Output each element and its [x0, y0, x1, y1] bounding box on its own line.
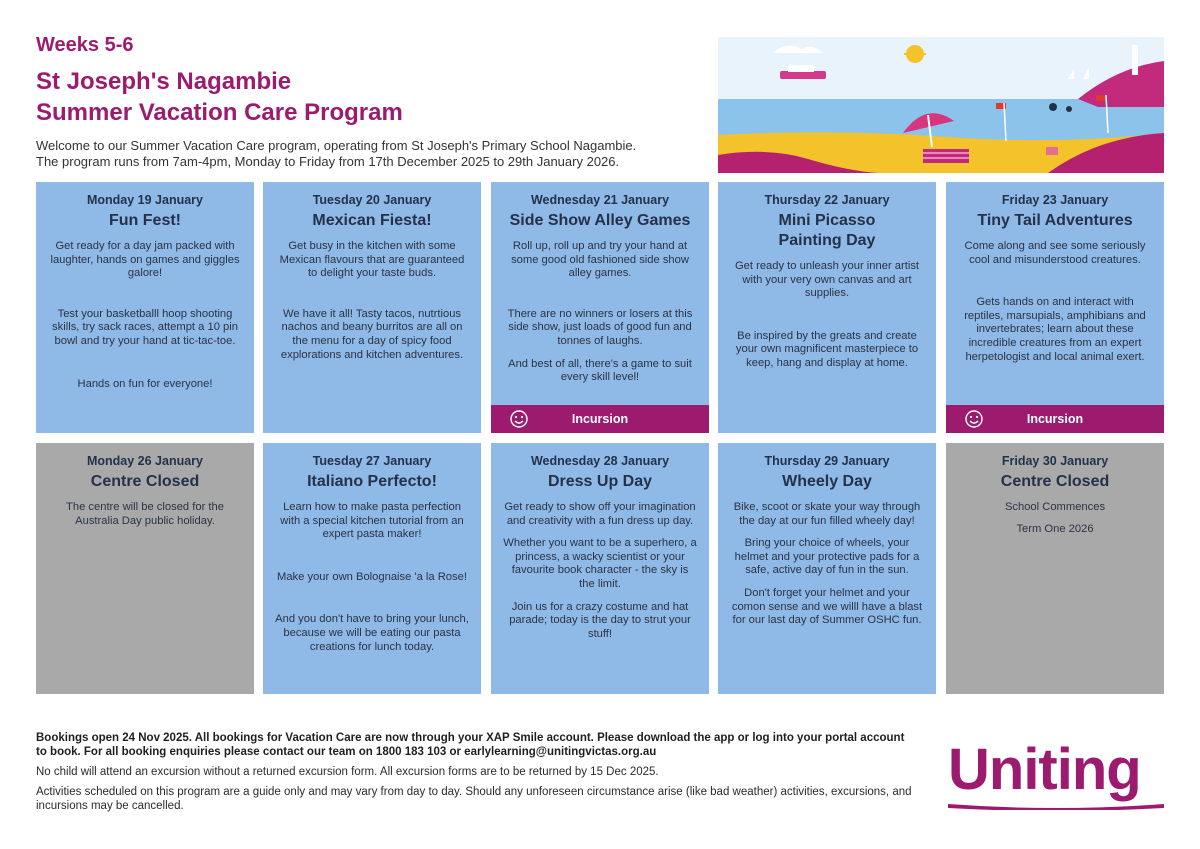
- day-date: Friday 30 January: [1001, 454, 1109, 468]
- day-date: Friday 23 January: [1001, 193, 1109, 207]
- day-card-wed-21: [491, 182, 709, 433]
- day-card-fri-30: [946, 443, 1164, 694]
- day-theme: Mexican Fiesta!: [312, 212, 432, 229]
- day-paragraph: Get ready to unleash your inner artist with your very own canvas and art supplies.: [734, 260, 920, 300]
- day-date: Thursday 29 January: [764, 454, 890, 468]
- incursion-badge: [491, 405, 709, 433]
- day-paragraph: Bike, scoot or skate your way through the day at our fun filled wheely day!: [733, 501, 921, 527]
- intro-line-2: The program runs from 7am-4pm, Monday to Friday from 17th December 2025 to 29th January 2026.: [36, 154, 620, 169]
- day-paragraph: Test your basketballl hoop shooting skills, try sack races, attempt a 10 pin bowl and try your hand at tic-tac-toe.: [52, 307, 238, 347]
- day-description: [946, 240, 1164, 364]
- day-card-tue-20: [263, 182, 481, 433]
- day-paragraph: Bring your choice of wheels, your helmet and your protective pads for a safe, active day of fun in the sun.: [734, 537, 920, 577]
- day-paragraph: Whether you want to be a superhero, a princess, a wacky scientist or your favourite book character - the sky is the limit.: [503, 537, 697, 590]
- day-date: Monday 26 January: [86, 454, 203, 468]
- day-date: Wednesday 21 January: [530, 193, 670, 207]
- smiley-face-icon: [509, 409, 529, 429]
- title-line-1: St Joseph's Nagambie: [36, 68, 292, 95]
- day-theme: Side Show Alley Games: [509, 212, 691, 229]
- day-theme: Mini Picasso Painting Day: [778, 212, 876, 249]
- day-theme: Tiny Tail Adventures: [977, 212, 1133, 229]
- excursion-note: No child will attend an excursion without a returned excursion form. All excursion forms are to be returned by 15 Dec 2025.: [36, 766, 659, 778]
- day-paragraph: Gets hands on and interact with reptiles, marsupials, amphibians and invertebrates; learn about these incredible creatures from an expert herpetologist and local animal exert.: [964, 296, 1146, 363]
- day-date: Thursday 22 January: [764, 193, 890, 207]
- day-card-thu-29: [718, 443, 936, 694]
- day-theme: Wheely Day: [782, 473, 872, 490]
- day-date: Tuesday 27 January: [312, 454, 432, 468]
- day-paragraph: School Commences: [1004, 501, 1106, 513]
- day-card-mon-26: [36, 443, 254, 694]
- day-description: [263, 240, 481, 362]
- day-paragraph: Get ready for a day jam packed with laughter, hands on games and giggles galore!: [50, 240, 240, 280]
- footer-notes: [36, 731, 916, 819]
- day-theme: Fun Fest!: [109, 212, 181, 229]
- incursion-label: Incursion: [571, 412, 629, 426]
- day-theme: Centre Closed: [1000, 473, 1110, 490]
- day-paragraph: Learn how to make pasta perfection with a special kitchen tutorial from an expert pasta maker!: [280, 501, 464, 541]
- day-theme: Centre Closed: [90, 473, 200, 490]
- day-paragraph: Term One 2026: [1016, 522, 1094, 535]
- day-date: Tuesday 20 January: [312, 193, 432, 207]
- day-paragraph: Don't forget your helmet and your comon sense and we willl have a blast for our last day of Summer OSHC fun.: [731, 586, 923, 627]
- smiley-face-icon: [964, 409, 984, 429]
- incursion-badge: [946, 405, 1164, 433]
- beach-scene-illustration: [718, 37, 1164, 173]
- day-description: [491, 240, 709, 385]
- day-paragraph: Roll up, roll up and try your hand at some good old fashioned side show alley games.: [511, 240, 689, 280]
- day-paragraph: Get ready to show off your imagination and creativity with a fun dress up day.: [504, 501, 696, 527]
- day-card-tue-27: [263, 443, 481, 694]
- day-description: [36, 240, 254, 391]
- day-theme: Dress Up Day: [547, 473, 653, 490]
- page-title: [36, 66, 403, 128]
- day-description: [718, 260, 936, 371]
- day-paragraph: Come along and see some seriously cool and misunderstood creatures.: [964, 240, 1146, 266]
- day-paragraph: And best of all, there's a game to suit every skill level!: [508, 357, 692, 384]
- day-card-wed-28: [491, 443, 709, 694]
- day-card-fri-23: [946, 182, 1164, 433]
- day-card-thu-22: [718, 182, 936, 433]
- weeks-label: Weeks 5-6: [36, 34, 134, 56]
- disclaimer-note: Activities scheduled on this program are a guide only and may vary from day to day. Should any unforeseen circumstance arise (like bad weather) activities, excursions, and incursions may be cancelled.: [36, 786, 912, 812]
- day-date: Monday 19 January: [86, 193, 203, 207]
- day-paragraph: Hands on fun for everyone!: [77, 377, 213, 390]
- day-paragraph: We have it all! Tasty tacos, nutrtious nachos and beany burritos are all on the menu for a day of spicy food explorations and kitchen adventures.: [280, 307, 464, 361]
- day-paragraph: Make your own Bolognaise 'a la Rose!: [277, 570, 467, 583]
- day-description: [718, 501, 936, 628]
- day-paragraph: There are no winners or losers at this side show, just loads of good fun and tonnes of laughs.: [507, 307, 693, 347]
- day-description: [491, 501, 709, 641]
- title-line-2: Summer Vacation Care Program: [36, 99, 403, 126]
- beach-scene-svg: [718, 37, 1164, 173]
- day-date: Wednesday 28 January: [530, 454, 670, 468]
- day-description: [263, 501, 481, 654]
- intro-line-1: Welcome to our Summer Vacation Care program, operating from St Joseph's Primary School Nagambie.: [36, 138, 637, 153]
- day-paragraph: The centre will be closed for the Australia Day public holiday.: [66, 501, 224, 527]
- day-paragraph: Join us for a crazy costume and hat parade; today is the day to strut your stuff!: [509, 600, 691, 640]
- day-paragraph: And you don't have to bring your lunch, because we will be eating our pasta creations for lunch today.: [275, 613, 469, 653]
- incursion-label: Incursion: [1026, 412, 1084, 426]
- logo-underline: [948, 802, 1164, 810]
- day-paragraph: Be inspired by the greats and create your own magnificent masterpiece to keep, hang and display at home.: [735, 329, 919, 369]
- day-description: [36, 501, 254, 528]
- day-theme: Italiano Perfecto!: [307, 473, 437, 490]
- uniting-logo: Uniting: [948, 737, 1141, 802]
- day-description: [946, 501, 1164, 536]
- day-paragraph: Get busy in the kitchen with some Mexican flavours that are guaranteed to delight your taste buds.: [279, 240, 465, 280]
- intro-text: [36, 138, 696, 170]
- day-card-mon-19: [36, 182, 254, 433]
- bookings-note: Bookings open 24 Nov 2025. All bookings for Vacation Care are now through your XAP Smile account. Please download the app or log into your portal account to book. For all booking enquiries please contact our team on 1800 183 103 or earlylearning@unitingvictas.org.au: [36, 732, 905, 758]
